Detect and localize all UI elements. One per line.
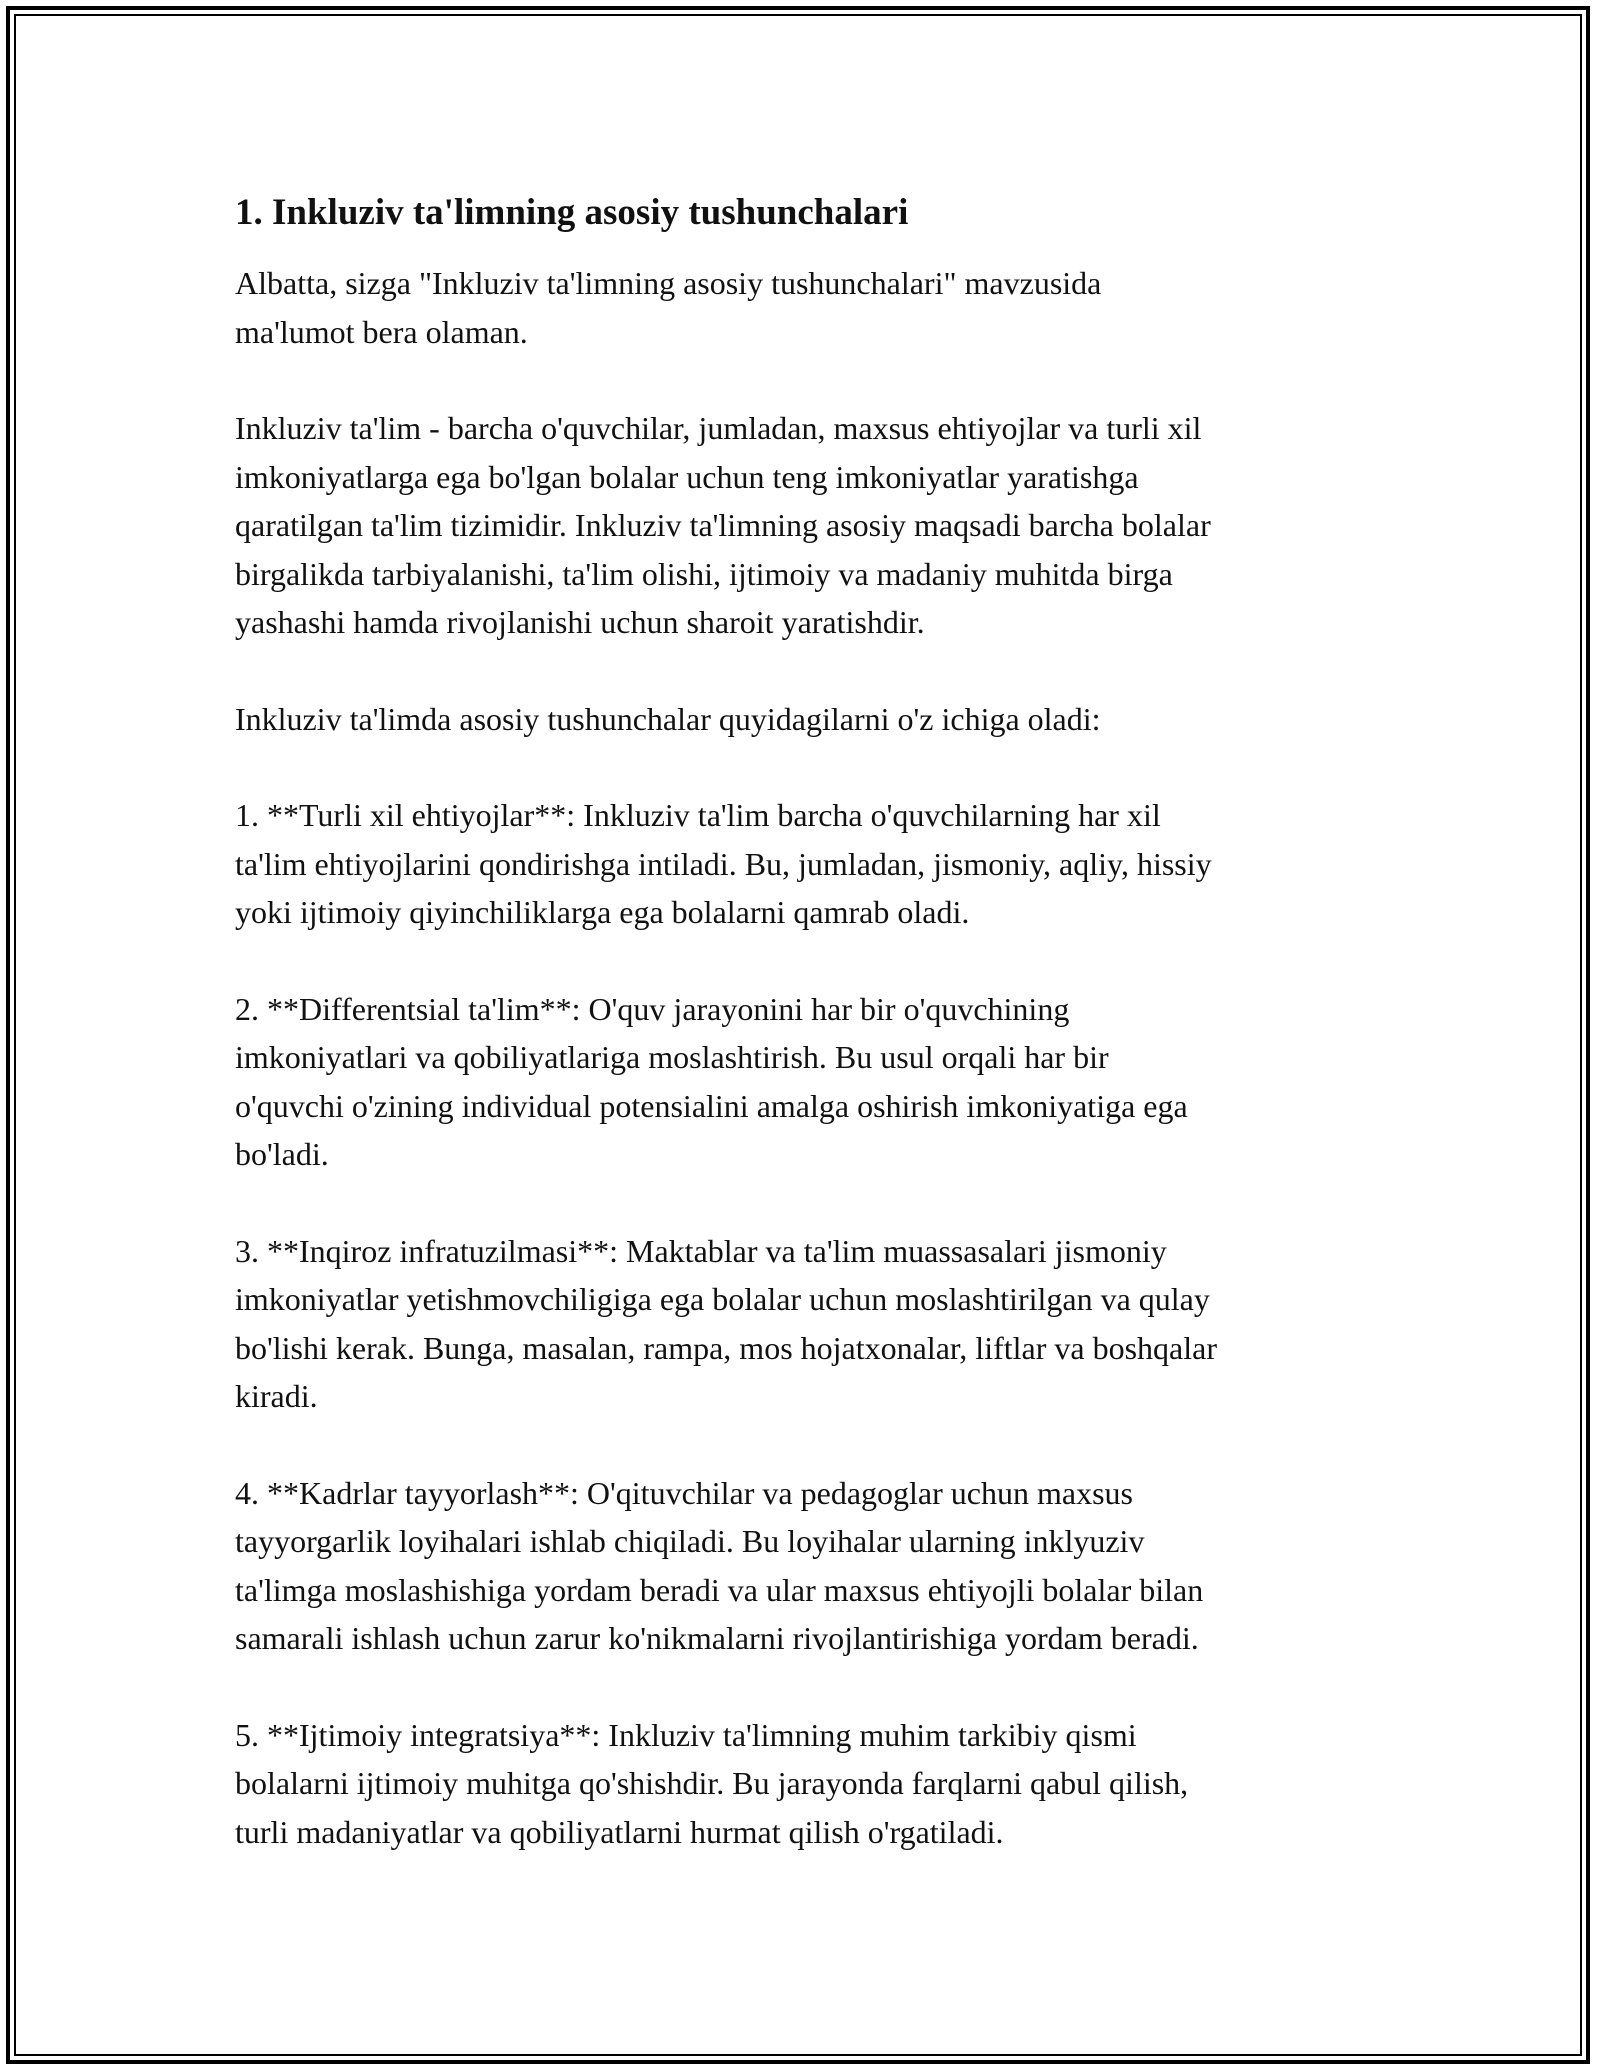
concept-item-4: 4. **Kadrlar tayyorlash**: O'qituvchilar va pedagoglar uchun maxsus tayyorgarlik loyihalari ishlab chiqiladi. Bu loyihalar ularning inklyuziv ta'limga moslashishiga yordam beradi va ular maxsus ehtiyojli bolalar bilan samarali ishlash uchun zarur ko'nikmalarni rivojlantirishiga yordam beradi. (235, 1474, 1204, 1656)
concept-item-3: 3. **Inqiroz infratuzilmasi**: Maktablar va ta'lim muassasalari jismoniy imkoniyatlar yetishmovchiligiga ega bolalar uchun moslashtirilgan va qulay bo'lishi kerak. Bunga, masalan, rampa, mos hojatxonalar, liftlar va boshqalar kiradi. (235, 1232, 1217, 1414)
concept-item-5: 5. **Ijtimoiy integratsiya**: Inkluziv ta'limning muhim tarkibiy qismi bolalarni ijtimoiy muhitga qo'shishdir. Bu jarayonda farqlarni qabul qilish, turli madaniyatlar va qobiliyatlarni hurmat qilish o'rgatiladi. (235, 1716, 1189, 1850)
concepts-lead-paragraph: Inkluziv ta'limda asosiy tushunchalar quyidagilarni o'z ichiga oladi: (235, 700, 1101, 737)
concept-item-1: 1. **Turli xil ehtiyojlar**: Inkluziv ta'lim barcha o'quvchilarning har xil ta'lim ehtiyojlarini qondirishga intiladi. Bu, jumladan, jismoniy, aqliy, hissiy yoki ijtimoiy qiyinchiliklarga ega bolalarni qamrab oladi. (235, 797, 1212, 930)
definition-paragraph: Inkluziv ta'lim - barcha o'quvchilar, jumladan, maxsus ehtiyojlar va turli xil imkoniyatlarga ega bo'lgan bolalar uchun teng imkoniyatlar yaratishga qaratilgan ta'lim tizimidir. Inkluziv ta'limning asosiy maqsadi barcha bolalar birgalikda tarbiyalanishi, ta'lim olishi, ijtimoiy va madaniy muhitda birga yashashi hamda rivojlanishi uchun sharoit yaratishdir. (235, 410, 1211, 640)
document-body (235, 185, 1375, 1856)
concept-item-2: 2. **Differentsial ta'lim**: O'quv jarayonini har bir o'quvchining imkoniyatlari va qobiliyatlariga moslashtirish. Bu usul orqali har bir o'quvchi o'zining individual potensialini amalga oshirish imkoniyatiga ega bo'ladi. (235, 990, 1188, 1172)
intro-paragraph: Albatta, sizga "Inkluziv ta'limning asosiy tushunchalari" mavzusida ma'lumot bera olaman. (235, 265, 1102, 350)
document-title: 1. Inkluziv ta'limning asosiy tushunchalari (235, 192, 909, 233)
